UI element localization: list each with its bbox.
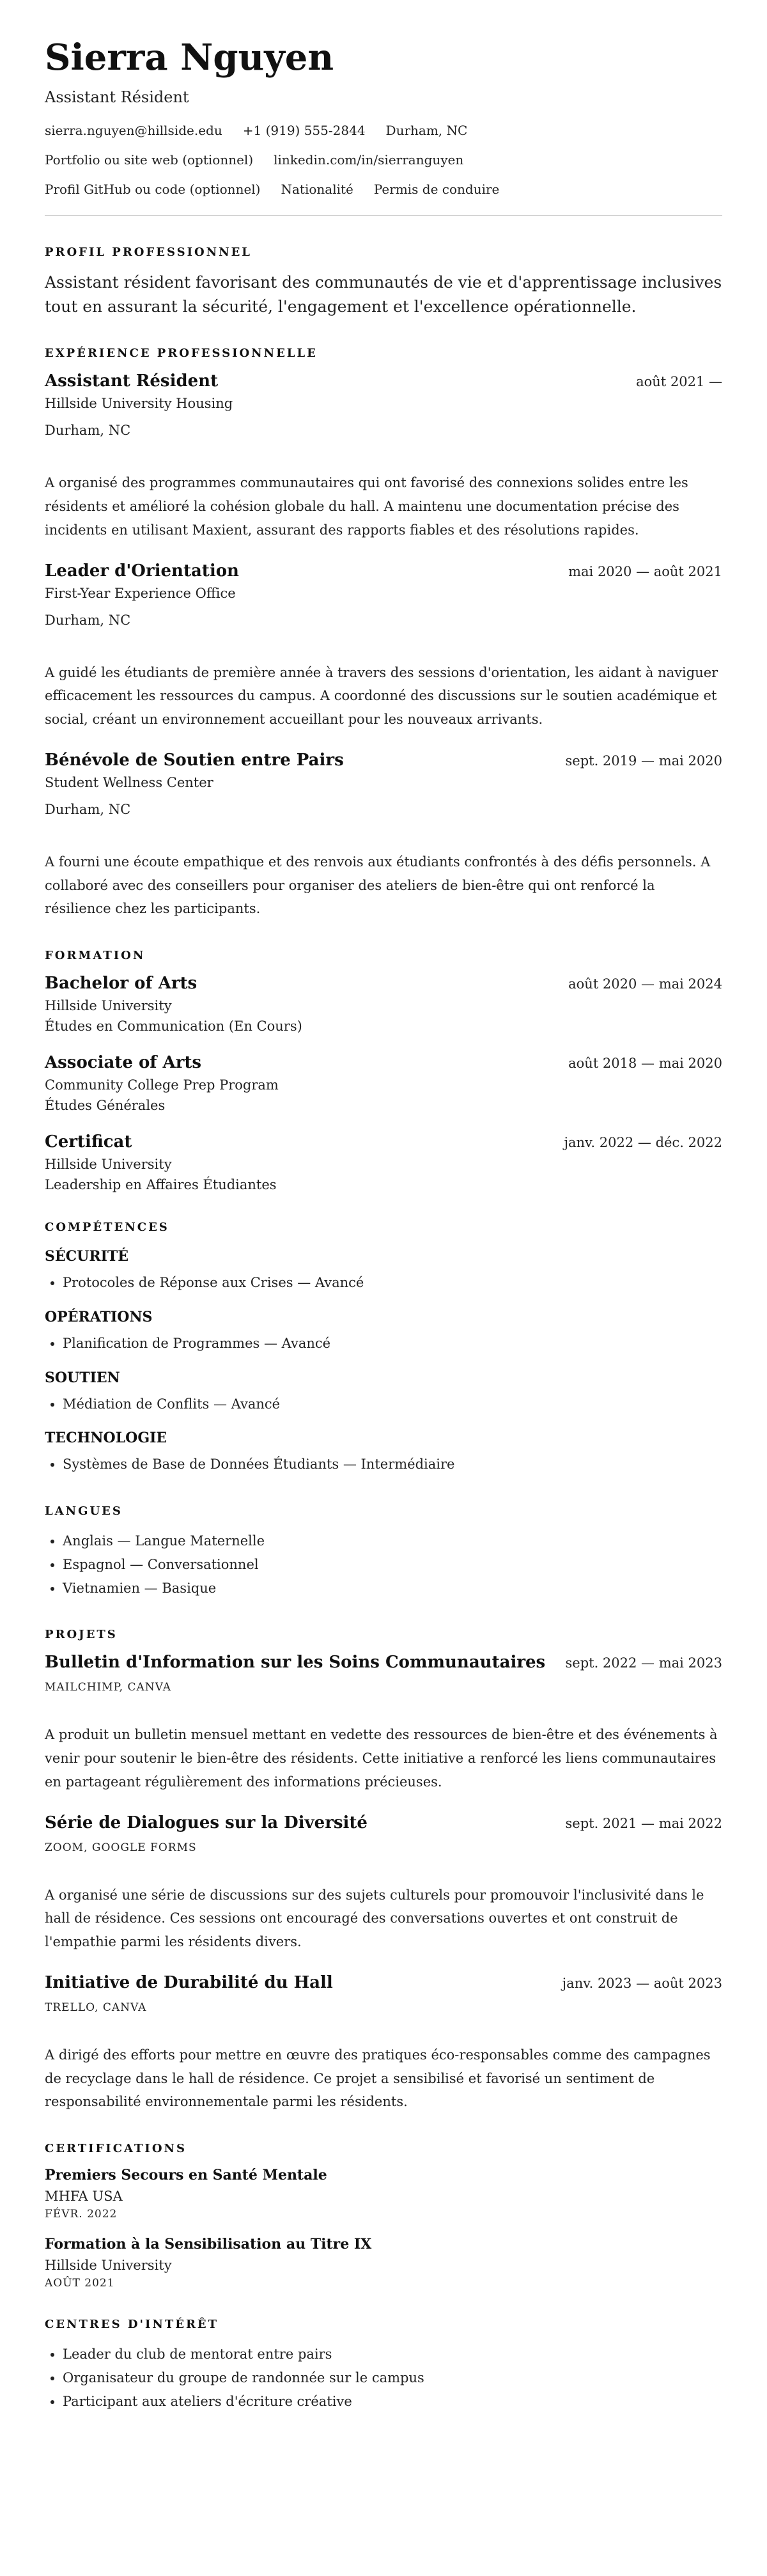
project-description: A dirigé des efforts pour mettre en œuvre des pratiques éco-responsables comme des campagnes de recyclage dans le hall de résidence. Ce projet a sensibilisé et favorisé un sentiment de responsabilité environnementale parmi les résidents.	[45, 2047, 711, 2110]
interests-section	[45, 2318, 722, 2413]
degree-title: Bachelor of Arts	[45, 974, 198, 994]
language-item: • Vietnamien — Basique	[63, 1577, 722, 1600]
language-list	[45, 1529, 722, 1600]
job-date: sept. 2019 — mai 2020	[565, 753, 722, 769]
project-item	[45, 1973, 722, 2114]
skill-list	[45, 1453, 722, 1476]
language-item: • Espagnol — Conversationnel	[63, 1553, 722, 1577]
candidate-title: Assistant Résident	[45, 88, 189, 107]
contact-phone[interactable]: +1 (919) 555-2844	[242, 123, 366, 139]
interest-item: • Organisateur du groupe de randonnée sur le campus	[63, 2366, 722, 2390]
degree-title: Certificat	[45, 1132, 132, 1152]
contact-email[interactable]: sierra.nguyen@hillside.edu	[45, 123, 222, 139]
school-name: Hillside University	[45, 998, 172, 1014]
project-tech: MAILCHIMP, CANVA	[45, 1681, 172, 1694]
project-item	[45, 1813, 722, 1954]
education-item	[45, 974, 722, 1034]
certification-date: AOÛT 2021	[45, 2277, 115, 2290]
job-description: A fourni une écoute empathique et des renvois aux étudiants confrontés à des défis personnels. A collaboré avec des conseillers pour organiser des ateliers de bien-être qui ont renforcé la résilience chez les participants.	[45, 854, 711, 917]
job-title: Leader d'Orientation	[45, 561, 239, 581]
section-title-education: FORMATION	[45, 949, 146, 963]
job-title: Bénévole de Soutien entre Pairs	[45, 750, 344, 770]
section-title-projects: PROJETS	[45, 1628, 118, 1642]
contact-driving-license: Permis de conduire	[373, 182, 500, 198]
degree-title: Associate of Arts	[45, 1053, 202, 1073]
experience-section	[45, 347, 722, 921]
certification-issuer: MHFA USA	[45, 2189, 123, 2205]
experience-item	[45, 561, 722, 731]
header-divider	[45, 215, 722, 216]
contact-portfolio[interactable]: Portfolio ou site web (optionnel)	[45, 152, 254, 168]
experience-item	[45, 371, 722, 542]
education-item	[45, 1053, 722, 1113]
contact-row-1	[45, 123, 722, 138]
contact-nationality: Nationalité	[281, 182, 353, 198]
project-title: Série de Dialogues sur la Diversité	[45, 1813, 368, 1832]
education-section	[45, 949, 722, 1192]
candidate-name: Sierra Nguyen	[45, 36, 334, 79]
job-location: Durham, NC	[45, 423, 131, 439]
certifications-section	[45, 2142, 722, 2290]
profile-summary: Assistant résident favorisant des communautés de vie et d'apprentissage inclusives tout en assurant la sécurité, l'engagement et l'excellence opérationnelle.	[45, 273, 722, 316]
job-location: Durham, NC	[45, 612, 131, 628]
skill-item: • Protocoles de Réponse aux Crises — Avancé	[63, 1271, 722, 1295]
skill-category: TECHNOLOGIE	[45, 1430, 167, 1447]
certification-name: Formation à la Sensibilisation au Titre IX	[45, 2236, 372, 2253]
languages-section	[45, 1504, 722, 1600]
project-tech: ZOOM, GOOGLE FORMS	[45, 1841, 197, 1854]
experience-item	[45, 751, 722, 921]
job-description: A guidé les étudiants de première année à travers des sessions d'orientation, les aidant à naviguer efficacement les ressources du campus. A coordonné des discussions sur le soutien académique et social, créant un environnement accueillant pour les nouveaux arrivants.	[45, 664, 718, 728]
certification-item	[45, 2167, 722, 2221]
degree-date: janv. 2022 — déc. 2022	[564, 1135, 722, 1151]
project-date: sept. 2021 — mai 2022	[565, 1815, 722, 1831]
skill-item: • Systèmes de Base de Données Étudiants — Intermédiaire	[63, 1453, 722, 1476]
education-item	[45, 1132, 722, 1192]
contact-github[interactable]: Profil GitHub ou code (optionnel)	[45, 182, 261, 198]
job-organization: First-Year Experience Office	[45, 585, 236, 601]
job-description: A organisé des programmes communautaires qui ont favorisé des connexions solides entre les résidents et amélioré la cohésion globale du hall. A maintenu une documentation précise des incidents en utilisant Maxient, assurant des rapports fiables et des résolutions rapides.	[45, 475, 688, 538]
project-title: Initiative de Durabilité du Hall	[45, 1972, 333, 1992]
school-name: Community College Prep Program	[45, 1077, 279, 1093]
job-location: Durham, NC	[45, 801, 131, 817]
project-title: Bulletin d'Information sur les Soins Communautaires	[45, 1653, 546, 1673]
job-date: août 2021 —	[636, 374, 722, 390]
skill-category: SOUTIEN	[45, 1369, 120, 1386]
section-title-profile: PROFIL PROFESSIONNEL	[45, 246, 252, 260]
degree-field: Leadership en Affaires Étudiantes	[45, 1177, 277, 1193]
degree-field: Études Générales	[45, 1098, 166, 1114]
degree-date: août 2018 — mai 2020	[568, 1056, 722, 1072]
project-date: sept. 2022 — mai 2023	[565, 1655, 722, 1671]
skill-category: SÉCURITÉ	[45, 1248, 129, 1265]
certification-item	[45, 2236, 722, 2290]
resume-header	[45, 37, 722, 197]
project-description: A produit un bulletin mensuel mettant en vedette des ressources de bien-être et des événements à venir pour soutenir le bien-être des résidents. Cette initiative a renforcé les liens communautaires en partageant régulièrement des informations précieuses.	[45, 1727, 718, 1790]
profile-section	[45, 246, 722, 318]
job-organization: Student Wellness Center	[45, 774, 213, 790]
degree-field: Études en Communication (En Cours)	[45, 1019, 302, 1034]
interest-item: • Leader du club de mentorat entre pairs	[63, 2343, 722, 2366]
skills-section	[45, 1221, 722, 1476]
school-name: Hillside University	[45, 1157, 172, 1173]
section-title-skills: COMPÉTENCES	[45, 1221, 169, 1235]
skill-list	[45, 1332, 722, 1355]
project-tech: TRELLO, CANVA	[45, 2001, 147, 2014]
project-date: janv. 2023 — août 2023	[562, 1975, 722, 1991]
section-title-certifications: CERTIFICATIONS	[45, 2142, 187, 2156]
section-title-experience: EXPÉRIENCE PROFESSIONNELLE	[45, 347, 318, 361]
skill-list	[45, 1271, 722, 1295]
skill-item: • Médiation de Conflits — Avancé	[63, 1393, 722, 1416]
project-description: A organisé une série de discussions sur des sujets culturels pour promouvoir l'inclusivité dans le hall de résidence. Ces sessions ont encouragé des conversations ouvertes et ont construit de l'empathie parmi les résidents divers.	[45, 1887, 704, 1950]
section-title-interests: CENTRES D'INTÉRÊT	[45, 2318, 219, 2332]
certification-name: Premiers Secours en Santé Mentale	[45, 2167, 327, 2184]
contact-linkedin[interactable]: linkedin.com/in/sierranguyen	[274, 152, 464, 168]
certification-issuer: Hillside University	[45, 2258, 172, 2274]
language-item: • Anglais — Langue Maternelle	[63, 1529, 722, 1553]
contact-row-2	[45, 152, 722, 168]
project-item	[45, 1653, 722, 1793]
contact-row-3	[45, 182, 722, 197]
interest-item: • Participant aux ateliers d'écriture créative	[63, 2390, 722, 2414]
degree-date: août 2020 — mai 2024	[568, 976, 722, 992]
certification-date: FÉVR. 2022	[45, 2208, 118, 2221]
interest-list	[45, 2343, 722, 2413]
skill-category: OPÉRATIONS	[45, 1308, 153, 1325]
skill-item: • Planification de Programmes — Avancé	[63, 1332, 722, 1355]
job-organization: Hillside University Housing	[45, 396, 233, 412]
contact-location: Durham, NC	[385, 123, 468, 139]
section-title-languages: LANGUES	[45, 1504, 123, 1518]
job-date: mai 2020 — août 2021	[568, 563, 722, 579]
job-title: Assistant Résident	[45, 371, 219, 391]
projects-section	[45, 1628, 722, 2114]
skill-list	[45, 1393, 722, 1416]
